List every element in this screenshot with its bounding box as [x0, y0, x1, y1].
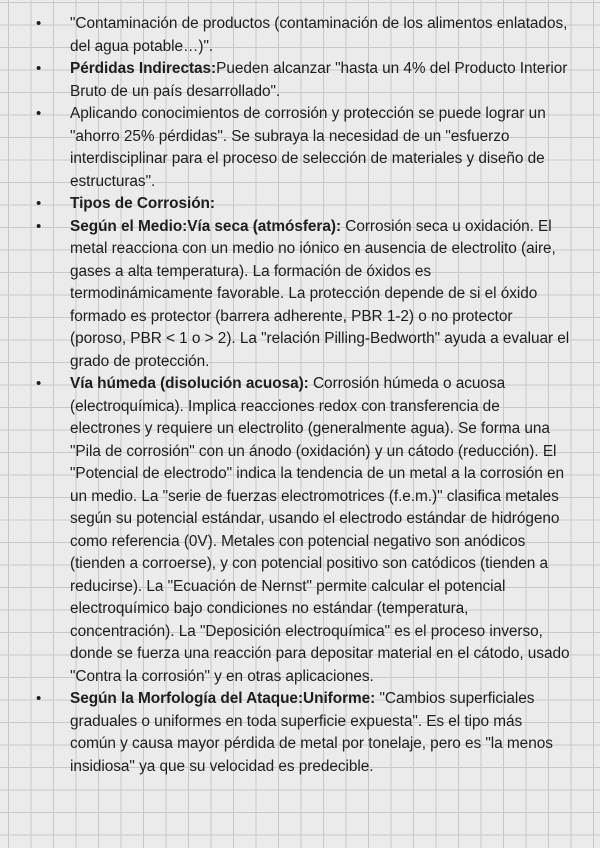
item-text: Corrosión seca u oxidación. El metal reacciona con un medio no iónico en ausencia de electrolito (aire, gases a alta temperatura). La formación de óxidos es termodinámicamente favorable. La protección depende de si el óxido formado es protector (barrera adherente, PBR 1-2) o no protector (poroso, PBR < 1 o > 2). La "relación Pilling-Bedworth" ayuda a evaluar el grado de protección.	[70, 217, 570, 370]
list-item	[25, 193, 570, 216]
item-lead: Pérdidas Indirectas:	[70, 60, 217, 77]
list-item	[25, 373, 570, 688]
bullet-icon: •	[36, 60, 42, 77]
item-text: Pueden alcanzar "hasta un 4% del Producto Interior Bruto de un país desarrollado".	[70, 60, 568, 100]
bullet-icon: •	[36, 195, 42, 212]
bullet-icon: •	[36, 375, 42, 392]
item-lead: Según el Medio:Vía seca (atmósfera):	[70, 217, 342, 235]
item-text: Aplicando conocimientos de corrosión y protección se puede lograr un "ahorro 25% pérdidas". Se subraya la necesidad de un "esfuerzo interdisciplinar para el proceso de selección de materiales y diseño de estructuras".	[70, 105, 546, 190]
list-item	[25, 103, 570, 193]
item-text: "Contaminación de productos (contaminación de los alimentos enlatados, del agua potable…)".	[70, 15, 568, 55]
list-item	[25, 13, 570, 58]
item-text: "Cambios superficiales graduales o uniformes en toda superficie expuesta". Es el tipo más común y causa mayor pérdida de metal por tonelaje, pero es "la menos insidiosa" ya que su velocidad es predecible.	[70, 690, 553, 775]
bullet-icon: •	[36, 217, 42, 235]
item-lead: Vía húmeda (disolución acuosa):	[70, 375, 309, 392]
list-item	[25, 58, 570, 103]
bullet-icon: •	[36, 690, 42, 707]
list-item	[25, 216, 570, 374]
item-text: Corrosión húmeda o acuosa (electroquímica). Implica reacciones redox con transferencia de electrones y requiere un electrolito (generalmente agua). Se forma una "Pila de corrosión" con un ánodo (oxidación) y un cátodo (reducción). El "Potencial de electrodo" indica la tendencia de un metal a la corrosión en un medio. La "serie de fuerzas electromotrices (f.e.m.)" clasifica metales según su potencial estándar, usando el electrodo estándar de hidrógeno como referencia (0V). Metales con potencial negativo son anódicos (tienden a corroerse), y con potencial positivo son catódicos (tienden a reducirse). La "Ecuación de Nernst" permite calcular el potencial electroquímico bajo condiciones no estándar (temperatura, concentración). La "Deposición electroquímica" es el proceso inverso, donde se fuerza una reacción para depositar material en el cátodo, usado "Contra la corrosión" y en otras aplicaciones.	[70, 375, 570, 685]
item-lead: Según la Morfología del Ataque:Uniforme:	[70, 690, 376, 707]
bullet-icon: •	[36, 105, 42, 122]
bullet-icon: •	[36, 15, 42, 32]
item-lead: Tipos de Corrosión:	[70, 195, 215, 212]
bullet-list	[25, 13, 570, 778]
list-item	[25, 688, 570, 778]
